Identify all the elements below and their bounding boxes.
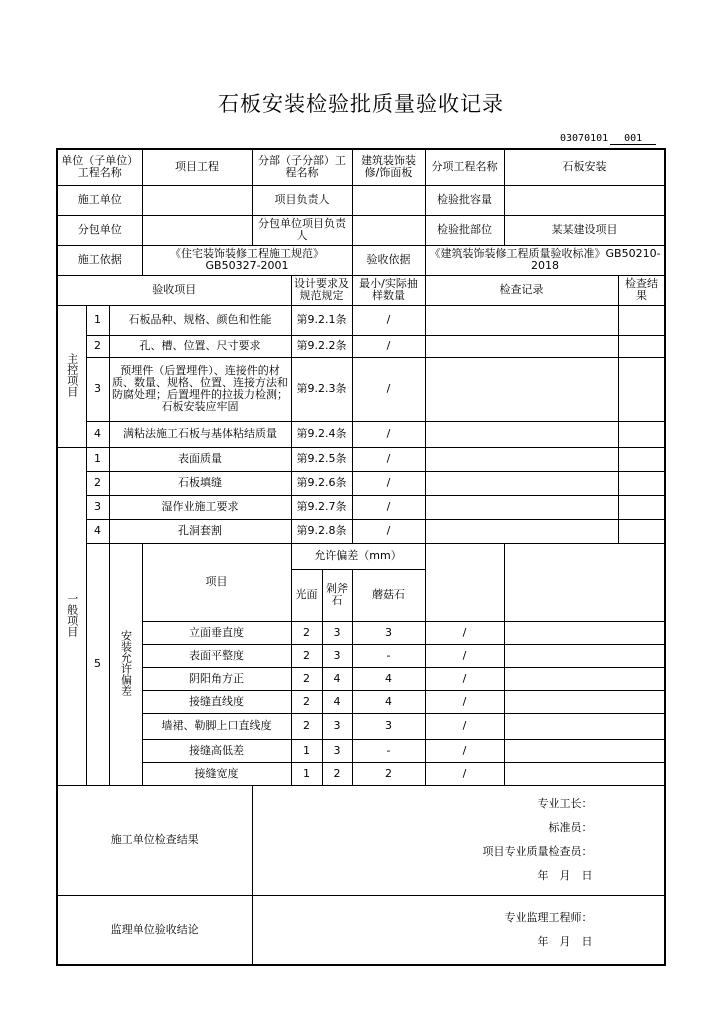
col-item: 验收项目 xyxy=(57,275,291,305)
row-no: 1 xyxy=(86,305,109,335)
item-text: 表面质量 xyxy=(109,447,291,471)
item-record[interactable] xyxy=(425,357,618,421)
item-sample[interactable]: / xyxy=(352,471,425,495)
col-sample: 最小/实际抽样数量 xyxy=(352,275,425,305)
row-no: 4 xyxy=(86,519,109,543)
col-result: 检查结果 xyxy=(618,275,665,305)
dev-val: 3 xyxy=(322,713,352,739)
item-sample[interactable]: / xyxy=(352,421,425,447)
dev-val: 4 xyxy=(352,667,425,690)
item-record[interactable] xyxy=(425,421,618,447)
contractor-check-label: 施工单位检查结果 xyxy=(57,785,252,895)
item-result[interactable] xyxy=(618,305,665,335)
item-req: 第9.2.7条 xyxy=(291,495,352,519)
supervisor-row xyxy=(57,895,665,965)
item-record[interactable] xyxy=(425,471,618,495)
deviation-item-header: 项目 xyxy=(142,543,291,621)
deviation-no: 5 xyxy=(86,543,109,785)
dev-val: 2 xyxy=(352,762,425,785)
subitem-label: 分项工程名称 xyxy=(425,149,504,185)
item-req: 第9.2.2条 xyxy=(291,335,352,357)
doc-seq: 001 xyxy=(610,133,656,145)
item-sample[interactable]: / xyxy=(352,495,425,519)
division-value[interactable]: 建筑装饰装修/饰面板 xyxy=(352,149,425,185)
dev-name: 接缝高低差 xyxy=(142,739,291,762)
inspector-sign[interactable]: 项目专业质量检查员： xyxy=(482,845,593,858)
dev-val: 2 xyxy=(291,621,322,644)
unit-value[interactable]: 项目工程 xyxy=(142,149,252,185)
table-row xyxy=(57,739,665,762)
item-result[interactable] xyxy=(618,519,665,543)
contractor-label: 施工单位 xyxy=(57,185,142,215)
dev-record-blank[interactable] xyxy=(504,543,665,621)
dev-sample[interactable]: / xyxy=(425,713,504,739)
pm-label: 项目负责人 xyxy=(252,185,352,215)
sub-pm-value[interactable] xyxy=(352,215,425,245)
table-row xyxy=(57,447,665,471)
item-req: 第9.2.8条 xyxy=(291,519,352,543)
dev-sample[interactable]: / xyxy=(425,667,504,690)
row-no: 3 xyxy=(86,495,109,519)
capacity-value[interactable] xyxy=(504,185,665,215)
dev-record[interactable] xyxy=(504,739,665,762)
col-record: 检查记录 xyxy=(425,275,618,305)
page-title: 石板安装检验批质量验收记录 xyxy=(218,92,504,116)
dev-record[interactable] xyxy=(504,644,665,667)
table-row xyxy=(57,762,665,785)
col-axed: 剁斧石 xyxy=(322,569,352,621)
item-record[interactable] xyxy=(425,495,618,519)
sub-value[interactable] xyxy=(142,215,252,245)
dev-val: 2 xyxy=(291,667,322,690)
dev-val: 3 xyxy=(322,644,352,667)
main-control-label: 主控项目 xyxy=(57,305,86,447)
row-no: 2 xyxy=(86,335,109,357)
pm-value[interactable] xyxy=(352,185,425,215)
dev-val: 3 xyxy=(352,621,425,644)
item-req: 第9.2.5条 xyxy=(291,447,352,471)
dev-val: 4 xyxy=(322,690,352,713)
supervisor-date[interactable]: 年 月 日 xyxy=(537,934,593,948)
dev-name: 接缝宽度 xyxy=(142,762,291,785)
dev-val: 3 xyxy=(322,621,352,644)
dev-sample[interactable]: / xyxy=(425,644,504,667)
row-no: 1 xyxy=(86,447,109,471)
item-text: 湿作业施工要求 xyxy=(109,495,291,519)
item-req: 第9.2.6条 xyxy=(291,471,352,495)
dev-sample[interactable]: / xyxy=(425,690,504,713)
engineer-sign[interactable]: 专业监理工程师： xyxy=(504,910,593,924)
dev-val: 1 xyxy=(291,762,322,785)
supervisor-label: 监理单位验收结论 xyxy=(57,895,252,965)
dev-record[interactable] xyxy=(504,690,665,713)
item-record[interactable] xyxy=(425,335,618,357)
item-record[interactable] xyxy=(425,305,618,335)
item-text: 石板品种、规格、颜色和性能 xyxy=(109,305,291,335)
standard-sign[interactable]: 标准员： xyxy=(548,821,593,834)
dev-val: 2 xyxy=(322,762,352,785)
contractor-value[interactable] xyxy=(142,185,252,215)
sub-pm-label: 分包单位项目负责人 xyxy=(252,215,352,245)
row-no: 2 xyxy=(86,471,109,495)
dev-record[interactable] xyxy=(504,621,665,644)
item-result[interactable] xyxy=(618,471,665,495)
dev-val: 4 xyxy=(352,690,425,713)
dev-sample-blank[interactable] xyxy=(425,543,504,621)
contractor-check-row xyxy=(57,785,665,895)
item-record[interactable] xyxy=(425,519,618,543)
tolerance-header: 允许偏差（mm） xyxy=(291,543,425,569)
acceptance-label: 验收依据 xyxy=(352,245,425,275)
item-text: 满粘法施工石板与基体粘结质量 xyxy=(109,421,291,447)
row-no: 4 xyxy=(86,421,109,447)
part-value[interactable]: 某某建设项目 xyxy=(504,215,665,245)
col-smooth: 光面 xyxy=(291,569,322,621)
item-sample[interactable]: / xyxy=(352,447,425,471)
dev-name: 阴阳角方正 xyxy=(142,667,291,690)
dev-name: 接缝直线度 xyxy=(142,690,291,713)
item-req: 第9.2.1条 xyxy=(291,305,352,335)
dev-val: 3 xyxy=(352,713,425,739)
item-req: 第9.2.4条 xyxy=(291,421,352,447)
dev-val: 1 xyxy=(291,739,322,762)
dev-val: 2 xyxy=(291,713,322,739)
deviation-label: 安装允许偏差 xyxy=(109,543,142,785)
contractor-date[interactable]: 年 月 日 xyxy=(537,869,593,882)
item-result[interactable] xyxy=(618,495,665,519)
item-req: 第9.2.3条 xyxy=(291,357,352,421)
dev-sample[interactable]: / xyxy=(425,621,504,644)
table-row xyxy=(57,621,665,644)
table-row xyxy=(57,667,665,690)
subitem-value[interactable]: 石板安装 xyxy=(504,149,665,185)
dev-val: 4 xyxy=(322,667,352,690)
item-result[interactable] xyxy=(618,447,665,471)
item-sample[interactable]: / xyxy=(352,519,425,543)
dev-val: 3 xyxy=(322,739,352,762)
item-result[interactable] xyxy=(618,421,665,447)
item-record[interactable] xyxy=(425,447,618,471)
item-text: 石板填缝 xyxy=(109,471,291,495)
table-row xyxy=(57,471,665,495)
dev-val: 2 xyxy=(291,690,322,713)
inspection-form xyxy=(56,148,666,966)
table-row xyxy=(57,690,665,713)
division-label: 分部（子分部）工程名称 xyxy=(252,149,352,185)
basis-value[interactable]: 《住宅装饰装修工程施工规范》GB50327-2001 xyxy=(142,245,352,275)
dev-sample[interactable]: / xyxy=(425,739,504,762)
acceptance-value[interactable]: 《建筑装饰装修工程质量验收标准》GB50210-2018 xyxy=(425,245,665,275)
col-mushroom: 蘑菇石 xyxy=(352,569,425,621)
table-row xyxy=(57,335,665,357)
table-row xyxy=(57,421,665,447)
col-req: 设计要求及规范规定 xyxy=(291,275,352,305)
item-text: 预埋件（后置埋件）、连接件的材质、数量、规格、位置、连接方法和防腐处理；后置埋件的拉拔力检测；石板安装应牢固 xyxy=(109,357,291,421)
item-sample[interactable]: / xyxy=(352,357,425,421)
general-label: 一般项目 xyxy=(57,447,86,785)
sub-label: 分包单位 xyxy=(57,215,142,245)
dev-name: 立面垂直度 xyxy=(142,621,291,644)
document-number xyxy=(560,133,656,145)
dev-sample[interactable]: / xyxy=(425,762,504,785)
contractor-check-area[interactable] xyxy=(252,785,665,895)
unit-label: 单位（子单位）工程名称 xyxy=(57,149,142,185)
foreman-sign[interactable]: 专业工长： xyxy=(537,797,593,810)
dev-record[interactable] xyxy=(504,762,665,785)
dev-record[interactable] xyxy=(504,713,665,739)
table-row xyxy=(57,357,665,421)
item-sample[interactable]: / xyxy=(352,335,425,357)
table-row xyxy=(57,644,665,667)
item-sample[interactable]: / xyxy=(352,305,425,335)
deviation-header-row xyxy=(57,543,665,569)
item-text: 孔、槽、位置、尺寸要求 xyxy=(109,335,291,357)
table-row xyxy=(57,495,665,519)
table-row xyxy=(57,713,665,739)
table-row xyxy=(57,305,665,335)
supervisor-area[interactable] xyxy=(252,895,665,965)
part-label: 检验批部位 xyxy=(425,215,504,245)
item-result[interactable] xyxy=(618,357,665,421)
item-text: 孔洞套割 xyxy=(109,519,291,543)
basis-label: 施工依据 xyxy=(57,245,142,275)
dev-name: 墙裙、勒脚上口直线度 xyxy=(142,713,291,739)
row-no: 3 xyxy=(86,357,109,421)
dev-record[interactable] xyxy=(504,667,665,690)
dev-val: 2 xyxy=(291,644,322,667)
capacity-label: 检验批容量 xyxy=(425,185,504,215)
doc-code: 03070101 xyxy=(560,133,609,144)
dev-val: - xyxy=(352,644,425,667)
dev-val: - xyxy=(352,739,425,762)
table-row xyxy=(57,519,665,543)
item-result[interactable] xyxy=(618,335,665,357)
dev-name: 表面平整度 xyxy=(142,644,291,667)
